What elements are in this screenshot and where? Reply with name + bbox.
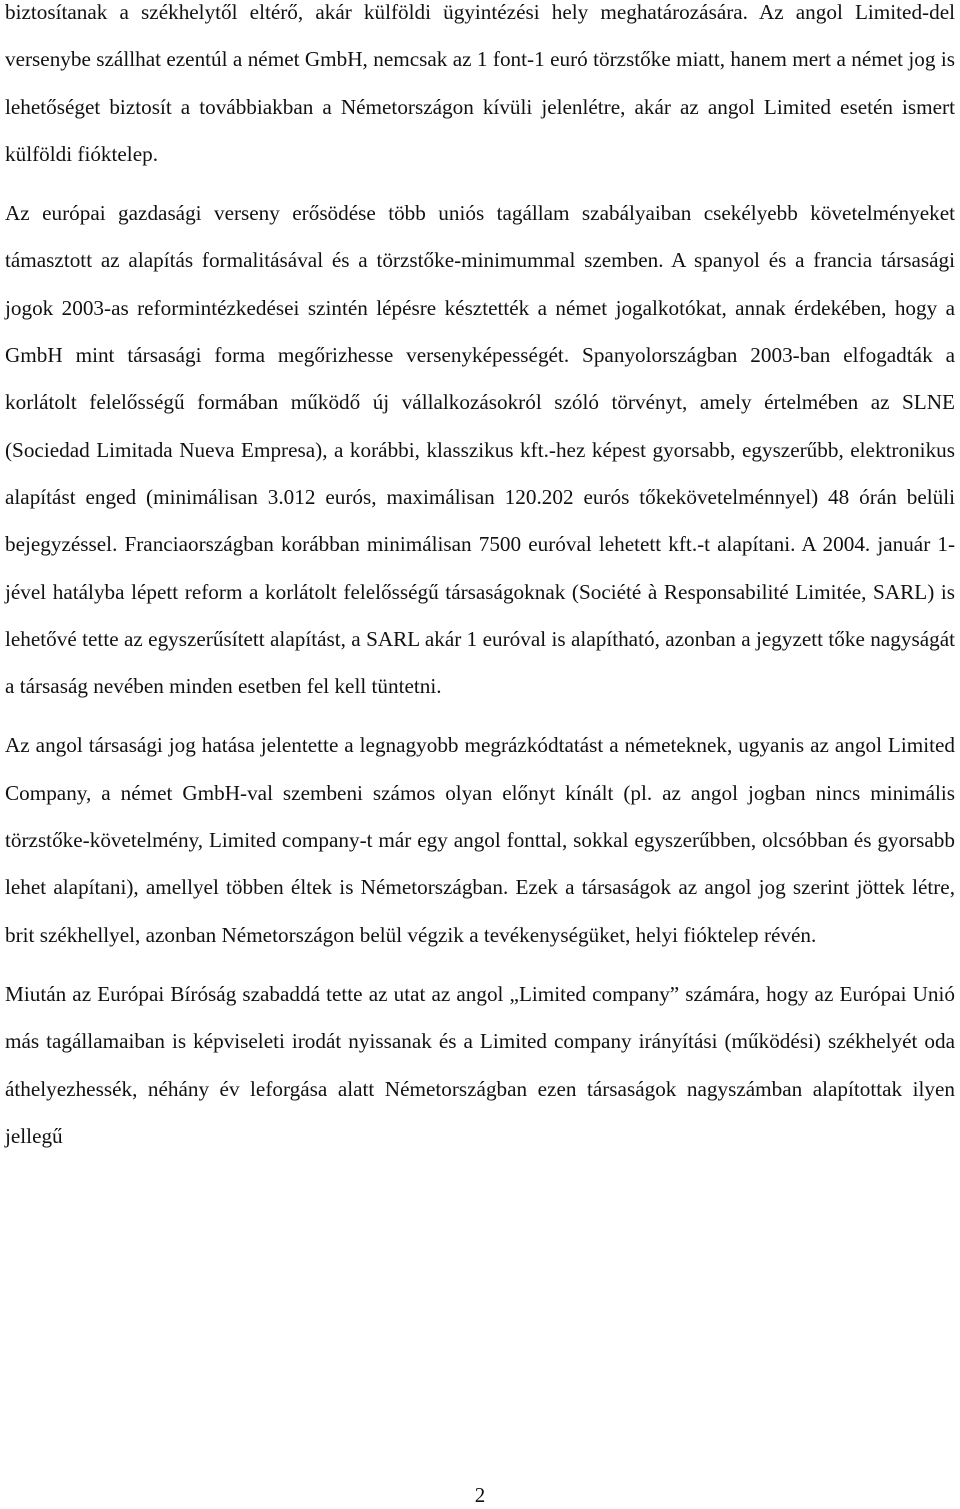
paragraph-english-company-law: Az angol társasági jog hatása jelentette a legnagyobb megrázkódtatást a németeknek, ugyanis az angol Limited Company, a német GmbH-val szembeni számos olyan előnyt kínált (pl. az angol jogban nincs minimális törzstőke-követelmény, Limited company-t már egy angol fonttal, sokkal egyszerűbben, olcsóbban és gyorsabb lehet alapítani), amellyel többen éltek is Németországban. Ezek a társaságok az angol jog szerint jöttek létre, brit székhellyel, azonban Németországon belül végzik a tevékenységüket, helyi fióktelep révén. [5, 733, 955, 947]
paragraph-european-court: Miután az Európai Bíróság szabaddá tette az utat az angol „Limited company” számára, hogy az Európai Unió más tagállamaiban is képviseleti irodát nyissanak és a Limited company irányítási (működési) székhelyét oda áthelyezhessék, néhány év leforgása alatt Németországban ezen társaságok nagyszámban alapítottak ilyen jellegű [5, 981, 955, 1148]
paragraph-continuation: biztosítanak a székhelytől eltérő, akár külföldi ügyintézési hely meghatározására. Az angol Limited-del versenybe szállhat ezentúl a német GmbH, nemcsak az 1 font-1 euró törzstőke miatt, hanem mert a német jog is lehetőséget biztosít a továbbiakban a Németországon kívüli jelenlétre, akár az angol Limited esetén ismert külföldi fióktelep. [5, 0, 955, 166]
page-number: 2 [474, 1483, 486, 1507]
paragraph-european-competition: Az európai gazdasági verseny erősödése több uniós tagállam szabályaiban csekélyebb követelményeket támasztott az alapítás formalitásával és a törzstőke-minimummal szemben. A spanyol és a francia társasági jogok 2003-as reformintézkedései szintén lépésre késztették a német jogalkotókat, annak érdekében, hogy a GmbH mint társasági forma megőrizhesse versenyképességét. Spanyolországban 2003-ban elfogadták a korlátolt felelősségű formában működő új vállalkozásokról szóló törvényt, amely értelmében az SLNE (Sociedad Limitada Nueva Empresa), a korábbi, klasszikus kft.-hez képest gyorsabb, egyszerűbb, elektronikus alapítást enged (minimálisan 3.012 eurós, maximálisan 120.202 eurós tőkekövetelménnyel) 48 órán belüli bejegyzéssel. Franciaországban korábban minimálisan 7500 euróval lehetett kft.-t alapítani. A 2004. január 1-jével hatályba lépett reform a korlátolt felelősségű társaságoknak (Société à Responsabilité Limitée, SARL) is lehetővé tette az egyszerűsített alapítást, a SARL akár 1 euróval is alapítható, azonban a jegyzett tőke nagyságát a társaság nevében minden esetben fel kell tüntetni. [5, 201, 955, 699]
